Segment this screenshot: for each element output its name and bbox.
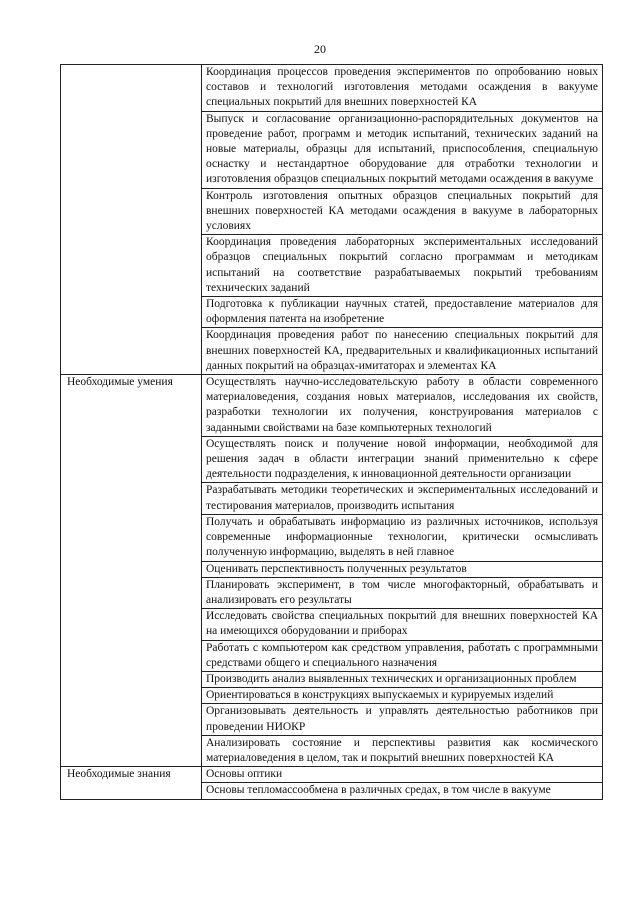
table-row [61, 375, 603, 437]
table-cell: Работать с компьютером как средством управления, работать с программными средствами общего и специального назначения [202, 640, 603, 671]
table-cell: Исследовать свойства специальных покрытий для внешних поверхностей КА на имеющихся оборудовании и приборах [202, 609, 603, 640]
table-cell: Осуществлять научно-исследовательскую работу в области современного материаловедения, создания новых материалов, исследования их свойств, разработки технологии их получения, конструирования материалов с заданными свойствами на базе компьютерных технологий [202, 375, 603, 437]
table-cell: Получать и обрабатывать информацию из различных источников, используя современные информационные технологии, критически осмысливать полученную информацию, выделять в ней главное [202, 514, 603, 561]
table-cell: Ориентироваться в конструкциях выпускаемых и курируемых изделий [202, 688, 603, 704]
page-number: 20 [314, 42, 326, 56]
table-cell: Разрабатывать методики теоретических и экспериментальных исследований и тестирования материалов, производить испытания [202, 483, 603, 514]
table-cell: Координация процессов проведения экспериментов по опробованию новых составов и технологий изготовления методами осаждения в вакууме специальных покрытий для внешних поверхностей КА [202, 65, 603, 112]
table-cell: Подготовка к публикации научных статей, предоставление материалов для оформления патента на изобретение [202, 297, 603, 328]
table-row [61, 767, 603, 783]
table-cell: Осуществлять поиск и получение новой информации, необходимой для решения задач в области интеграции знаний применительно к сфере деятельности подразделения, к инновационной деятельности организации [202, 436, 603, 483]
table-cell: Оценивать перспективность полученных результатов [202, 561, 603, 577]
table-cell: Выпуск и согласование организационно-распорядительных документов на проведение работ, программ и методик испытаний, технических заданий на новые материалы, образцы для испытаний, приспособления, специальную оснастку и нестандартное оборудование для отработки технологии и изготовления образцов специальных покрытий методами осаждения в вакууме [202, 111, 603, 188]
knowledge-label: Необходимые знания [61, 767, 202, 799]
skills-label: Необходимые умения [61, 375, 202, 767]
table-cell: Анализировать состояние и перспективы развития как космического материаловедения в целом, так и покрытий внешних поверхностей КА [202, 735, 603, 766]
table-cell: Основы тепломассообмена в различных средах, в том числе в вакууме [202, 783, 603, 799]
table-cell: Производить анализ выявленных технических и организационных проблем [202, 671, 603, 687]
table-cell: Контроль изготовления опытных образцов специальных покрытий для внешних поверхностей КА методами осаждения в вакууме в лабораторных условиях [202, 188, 603, 235]
table-cell: Планировать эксперимент, в том числе многофакторный, обрабатывать и анализировать его результаты [202, 577, 603, 608]
competency-table [60, 64, 603, 800]
labor-actions-label-cell [61, 65, 202, 375]
table-row [61, 65, 603, 112]
table-cell: Организовывать деятельность и управлять деятельностью работников при проведении НИОКР [202, 704, 603, 735]
table-cell: Основы оптики [202, 767, 603, 783]
table-cell: Координация проведения лабораторных экспериментальных исследований образцов специальных покрытий согласно программам и методикам испытаний на соответствие разрабатываемых покрытий требованиям технических заданий [202, 235, 603, 297]
table-cell: Координация проведения работ по нанесению специальных покрытий для внешних поверхностей КА, предварительных и квалификационных испытаний данных покрытий на образцах-имитаторах и элементах КА [202, 328, 603, 375]
